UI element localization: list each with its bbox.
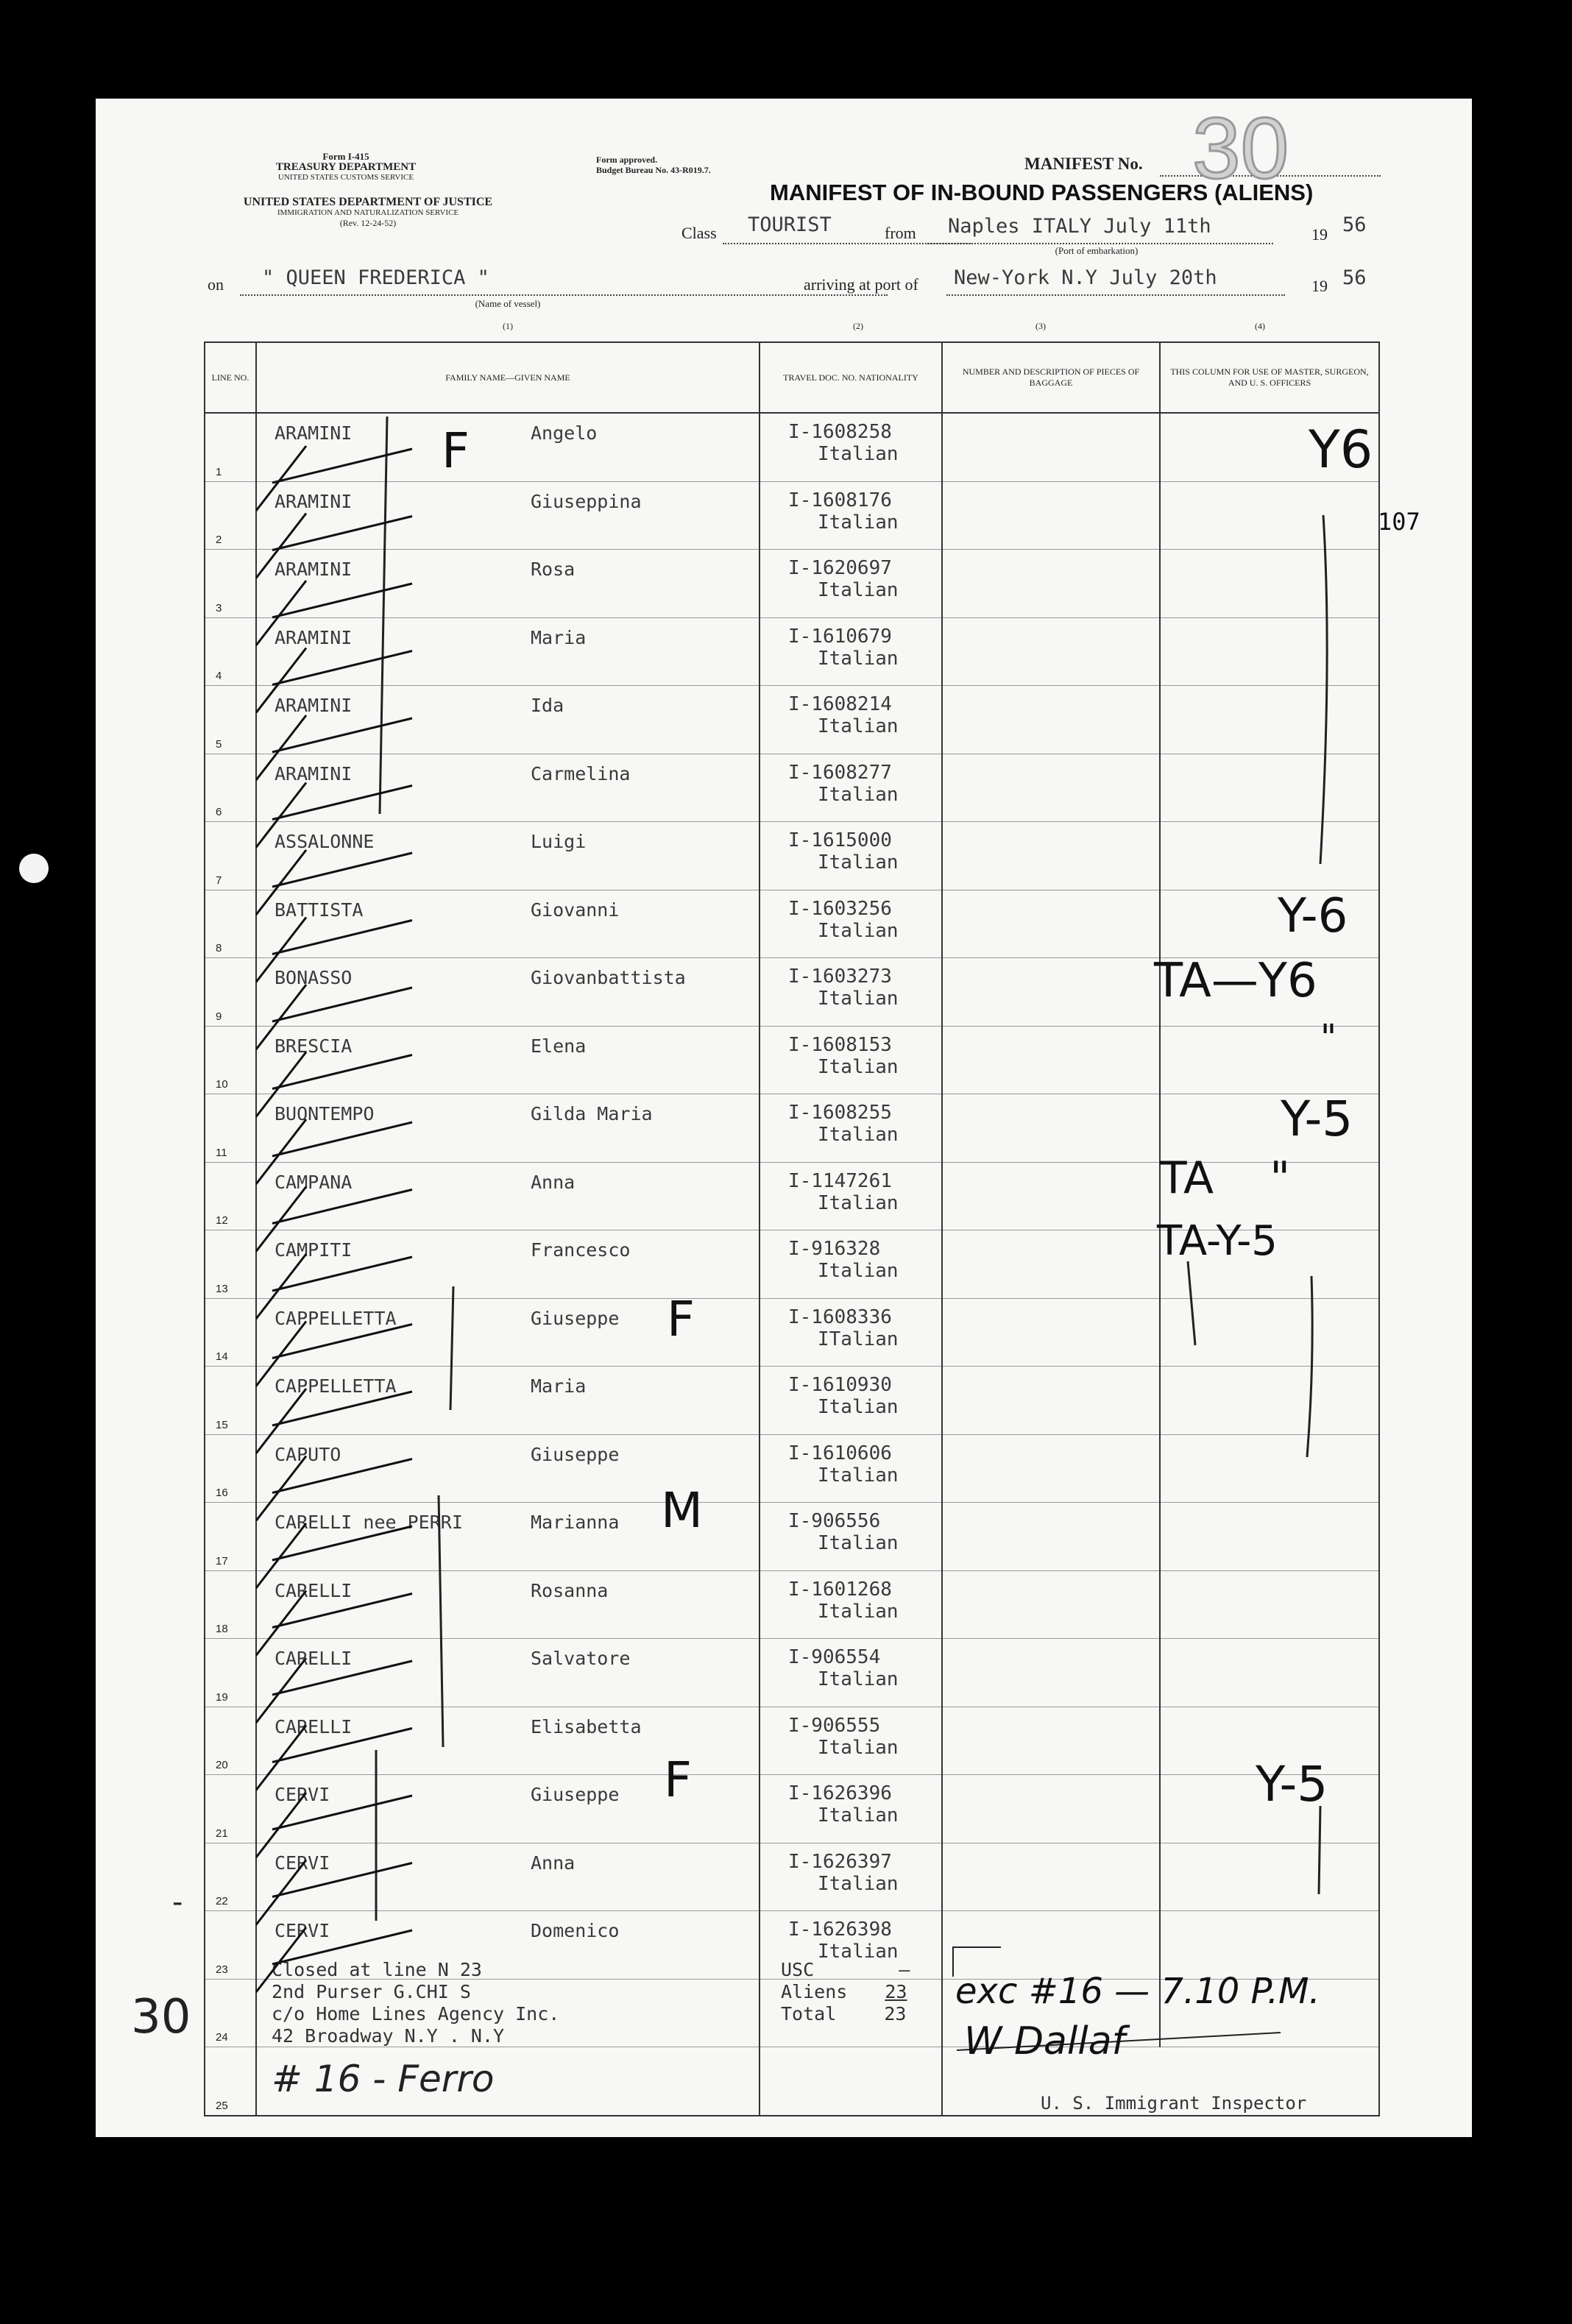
ditto-bracket-line: [1320, 515, 1327, 864]
given-name: Maria: [531, 626, 587, 648]
family-name: CAPPELLETTA: [275, 1375, 397, 1397]
family-name: CAPUTO: [275, 1443, 341, 1465]
family-name: ARAMINI: [275, 422, 353, 444]
family-name: BATTISTA: [275, 899, 364, 921]
total-value: 23: [884, 2002, 907, 2024]
justice-dept: UNITED STATES DEPARTMENT OF JUSTICE: [243, 196, 493, 208]
family-name: ARAMINI: [275, 626, 353, 648]
nationality: Italian: [818, 1191, 899, 1214]
check-mark: [256, 715, 412, 780]
travel-doc-number: I-1626398: [788, 1919, 892, 1941]
form-approved: Form approved.: [596, 155, 658, 165]
nationality: Italian: [818, 1396, 899, 1418]
line-number: 4: [216, 670, 222, 682]
customs-service: UNITED STATES CUSTOMS SERVICE: [277, 173, 414, 182]
given-name: Angelo: [531, 422, 598, 444]
nationality: Italian: [818, 851, 899, 874]
travel-doc-number: I-1608258: [788, 421, 892, 443]
family-mark-m: M: [661, 1482, 703, 1539]
nationality: Italian: [818, 1260, 899, 1282]
on-label: on: [208, 275, 224, 294]
nationality: Italian: [818, 443, 899, 465]
given-name: Salvatore: [531, 1648, 631, 1669]
from-label: from: [885, 224, 916, 242]
vessel-note: (Name of vessel): [475, 298, 541, 309]
officer-note-row13: TA-Y-5: [1157, 1217, 1278, 1265]
arrival-year-prefix: 19: [1311, 277, 1328, 295]
nationality: Italian: [818, 1668, 899, 1690]
check-mark: [256, 446, 412, 511]
line-number: 23: [216, 1963, 228, 1976]
treasury-dept: TREASURY DEPARTMENT: [275, 161, 417, 173]
family-bracket-line: [450, 1286, 453, 1410]
manifest-no-label: MANIFEST No.: [1024, 155, 1143, 173]
passenger-count: 107: [1378, 508, 1420, 536]
travel-doc-number: I-1608176: [788, 489, 892, 511]
nationality: Italian: [818, 579, 899, 601]
col-header-line: LINE NO.: [205, 342, 256, 413]
nationality: Italian: [818, 1941, 899, 1963]
nationality: Italian: [818, 715, 899, 737]
arrival-year: 56: [1342, 266, 1367, 289]
check-mark: [256, 1726, 412, 1790]
col-num-1: (1): [503, 321, 513, 331]
usc-label: USC: [781, 1958, 815, 1980]
family-name: CERVI: [275, 1920, 330, 1941]
agency-address: 42 Broadway N.Y . N.Y: [272, 2024, 505, 2047]
year-prefix: 19: [1311, 225, 1328, 244]
exception-note: exc #16 — 7.10 P.M.: [955, 1971, 1320, 2012]
given-name: Anna: [531, 1171, 576, 1193]
col-header-doc: TRAVEL DOC. NO. NATIONALITY: [760, 342, 942, 413]
class-value: TOURIST: [748, 213, 832, 236]
family-name: CARELLI: [275, 1579, 353, 1601]
ins-service: IMMIGRATION AND NATURALIZATION SERVICE: [277, 208, 459, 217]
travel-doc-number: I-1608336: [788, 1306, 892, 1328]
line-number: 16: [216, 1487, 228, 1499]
travel-doc-number: I-1608153: [788, 1033, 892, 1056]
family-name: CAMPANA: [275, 1171, 353, 1193]
family-mark-f: F: [664, 1751, 692, 1808]
aliens-label: Aliens: [781, 1980, 848, 2002]
family-bracket-line: [439, 1495, 443, 1747]
family-mark-f: F: [667, 1291, 695, 1347]
given-name: Maria: [531, 1375, 587, 1397]
family-bracket-line: [380, 417, 387, 814]
family-name: CAPPELLETTA: [275, 1307, 397, 1329]
given-name: Rosa: [531, 559, 576, 580]
officer-note-row21: Y-5: [1256, 1756, 1328, 1813]
family-name: ASSALONNE: [275, 831, 375, 852]
check-mark: [256, 1793, 412, 1857]
line-number: 24: [216, 2031, 228, 2044]
class-label: Class: [681, 224, 717, 242]
line-number: 6: [216, 806, 222, 818]
given-name: Rosanna: [531, 1579, 609, 1601]
given-name: Marianna: [531, 1512, 620, 1533]
inspector-label: U. S. Immigrant Inspector: [1041, 2093, 1307, 2114]
travel-doc-number: I-1610606: [788, 1442, 892, 1464]
line-number: 14: [216, 1350, 228, 1363]
margin-dash: -: [172, 1885, 183, 1919]
page-number-note: 30: [131, 1990, 191, 2044]
given-name: Giuseppina: [531, 490, 642, 512]
form-number: Form I-415: [322, 151, 369, 162]
family-name: BUONTEMPO: [275, 1103, 375, 1124]
officer-note-row1: Y6: [1309, 419, 1373, 480]
travel-doc-number: I-916328: [788, 1238, 881, 1260]
travel-doc-number: I-1603273: [788, 966, 892, 988]
given-name: Giuseppe: [531, 1443, 620, 1465]
check-mark: [256, 1523, 412, 1588]
closed-at-line: Closed at line N 23: [272, 1958, 482, 1980]
family-name: CARELLI nee PERRI: [275, 1512, 463, 1533]
line-number: 18: [216, 1623, 228, 1635]
travel-doc-number: I-1608255: [788, 1102, 892, 1124]
travel-doc-number: I-1603256: [788, 897, 892, 920]
family-name: ARAMINI: [275, 762, 353, 784]
given-name: Carmelina: [531, 762, 631, 784]
embark-note: (Port of embarkation): [1055, 245, 1139, 256]
line-number: 3: [216, 601, 222, 614]
check-mark: [256, 1119, 412, 1184]
line-number: 15: [216, 1418, 228, 1431]
col-header-name: FAMILY NAME—GIVEN NAME: [256, 342, 760, 413]
travel-doc-number: I-1626396: [788, 1782, 892, 1804]
given-name: Giovanbattista: [531, 967, 686, 988]
handwriting-layer: [96, 99, 1472, 2137]
travel-doc-number: I-1610930: [788, 1374, 892, 1396]
check-mark: [256, 1456, 412, 1521]
family-mark-f: F: [442, 422, 470, 479]
total-label: Total: [781, 2002, 837, 2024]
arriving-label: arriving at port of: [804, 275, 918, 294]
revision: (Rev. 12-24-52): [339, 218, 397, 228]
ditto-line: [1307, 1276, 1312, 1457]
manifest-page: [96, 99, 1472, 2137]
binder-hole: [19, 854, 49, 883]
check-mark: [256, 514, 412, 578]
col-num-2: (2): [853, 321, 863, 331]
budget-bureau: Budget Bureau No. 43-R019.7.: [596, 165, 711, 175]
line-number: 8: [216, 942, 222, 954]
line-number: 22: [216, 1895, 228, 1907]
given-name: Anna: [531, 1852, 576, 1874]
nationality: Italian: [818, 1872, 899, 1895]
given-name: Giuseppe: [531, 1307, 620, 1329]
nationality: Italian: [818, 1055, 899, 1078]
line-number: 11: [216, 1146, 227, 1159]
check-mark: [256, 985, 412, 1049]
line-number: 12: [216, 1214, 228, 1227]
given-name: Domenico: [531, 1920, 620, 1941]
travel-doc-number: I-1147261: [788, 1169, 892, 1192]
travel-doc-number: I-1620697: [788, 557, 892, 579]
line-number: 9: [216, 1010, 222, 1023]
officer-note-row8: Y-6: [1278, 889, 1348, 943]
year-value: 56: [1342, 213, 1367, 236]
line-number: 25: [216, 2099, 228, 2112]
nationality: Italian: [818, 1804, 899, 1827]
manifest-title: MANIFEST OF IN-BOUND PASSENGERS (ALIENS): [770, 180, 1314, 205]
check-mark: [256, 1658, 412, 1723]
check-mark: [256, 1389, 412, 1453]
line-number: 7: [216, 874, 222, 887]
family-name: ARAMINI: [275, 490, 353, 512]
line-number: 10: [216, 1078, 228, 1091]
officer-note-row10: ": [1320, 1017, 1337, 1058]
family-name: ARAMINI: [275, 695, 353, 716]
line-number: 21: [216, 1827, 228, 1840]
family-name: CERVI: [275, 1784, 330, 1805]
line25-handwritten-note: # 16 - Ferro: [272, 2058, 495, 2100]
nationality: Italian: [818, 647, 899, 670]
nationality: Italian: [818, 919, 899, 942]
line-number: 1: [216, 465, 222, 478]
vessel-name: " QUEEN FREDERICA ": [262, 266, 489, 289]
nationality: Italian: [818, 511, 899, 534]
line-number: 5: [216, 737, 222, 751]
travel-doc-number: I-1608277: [788, 761, 892, 784]
check-mark: [256, 1322, 412, 1386]
nationality: Italian: [818, 783, 899, 806]
given-name: Luigi: [531, 831, 587, 852]
nationality: ITalian: [818, 1328, 899, 1350]
family-name: BRESCIA: [275, 1035, 353, 1057]
col-num-4: (4): [1255, 321, 1265, 331]
inspector-signature: W Dallaf: [964, 2019, 1125, 2063]
check-mark: [256, 1187, 412, 1252]
check-mark: [256, 1052, 412, 1117]
check-mark: [256, 1860, 412, 1925]
line-number: 2: [216, 534, 222, 546]
nationality: Italian: [818, 988, 899, 1010]
check-mark: [256, 648, 412, 713]
manifest-number: 30: [1192, 100, 1289, 197]
travel-doc-number: I-906554: [788, 1646, 881, 1668]
given-name: Francesco: [531, 1239, 631, 1261]
ditto-line: [1188, 1261, 1195, 1345]
family-name: CARELLI: [275, 1715, 353, 1737]
travel-doc-number: I-1608214: [788, 693, 892, 715]
travel-doc-number: I-1626397: [788, 1850, 892, 1873]
line-number: 19: [216, 1690, 228, 1704]
given-name: Gilda Maria: [531, 1103, 653, 1124]
check-mark: [256, 850, 412, 915]
family-name: CAMPITI: [275, 1239, 353, 1261]
col-header-baggage: NUMBER AND DESCRIPTION OF PIECES OF BAGGAGE: [942, 342, 1160, 413]
travel-doc-number: I-1610679: [788, 625, 892, 648]
agency: c/o Home Lines Agency Inc.: [272, 2002, 560, 2024]
check-mark: [256, 1254, 412, 1319]
purser: 2nd Purser G.CHI S: [272, 1980, 471, 2002]
family-name: ARAMINI: [275, 559, 353, 580]
officer-note-row12: TA ": [1160, 1152, 1290, 1204]
nationality: Italian: [818, 1600, 899, 1623]
travel-doc-number: I-1601268: [788, 1578, 892, 1601]
nationality: Italian: [818, 1532, 899, 1554]
given-name: Ida: [531, 695, 564, 716]
travel-doc-number: I-906556: [788, 1510, 881, 1532]
ditto-line: [1319, 1806, 1320, 1894]
col-num-3: (3): [1035, 321, 1046, 331]
check-mark: [256, 1927, 412, 1992]
from-value: Naples ITALY July 11th: [948, 215, 1211, 238]
aliens-value: 23: [885, 1980, 907, 2002]
arrival-value: New-York N.Y July 20th: [954, 266, 1217, 289]
line-number: 17: [216, 1554, 228, 1567]
officer-note-row9: TA—Y6: [1154, 954, 1317, 1008]
check-mark: [256, 1591, 412, 1656]
nationality: Italian: [818, 1464, 899, 1487]
travel-doc-number: I-1615000: [788, 829, 892, 851]
nationality: Italian: [818, 1124, 899, 1146]
given-name: Giuseppe: [531, 1784, 620, 1805]
check-mark: [256, 918, 412, 982]
family-name: CARELLI: [275, 1648, 353, 1669]
family-name: CERVI: [275, 1852, 330, 1874]
given-name: Giovanni: [531, 899, 620, 921]
travel-doc-number: I-906555: [788, 1714, 881, 1737]
check-mark: [256, 581, 412, 645]
check-mark: [256, 783, 412, 848]
officer-note-row11: Y-5: [1281, 1091, 1353, 1147]
usc-value: —: [899, 1958, 910, 1980]
col-header-officers: THIS COLUMN FOR USE OF MASTER, SURGEON, AND U. S. OFFICERS: [1160, 342, 1379, 413]
family-name: BONASSO: [275, 967, 353, 988]
given-name: Elisabetta: [531, 1715, 642, 1737]
nationality: Italian: [818, 1736, 899, 1759]
given-name: Elena: [531, 1035, 587, 1057]
line-number: 13: [216, 1282, 228, 1295]
line-number: 20: [216, 1759, 228, 1771]
